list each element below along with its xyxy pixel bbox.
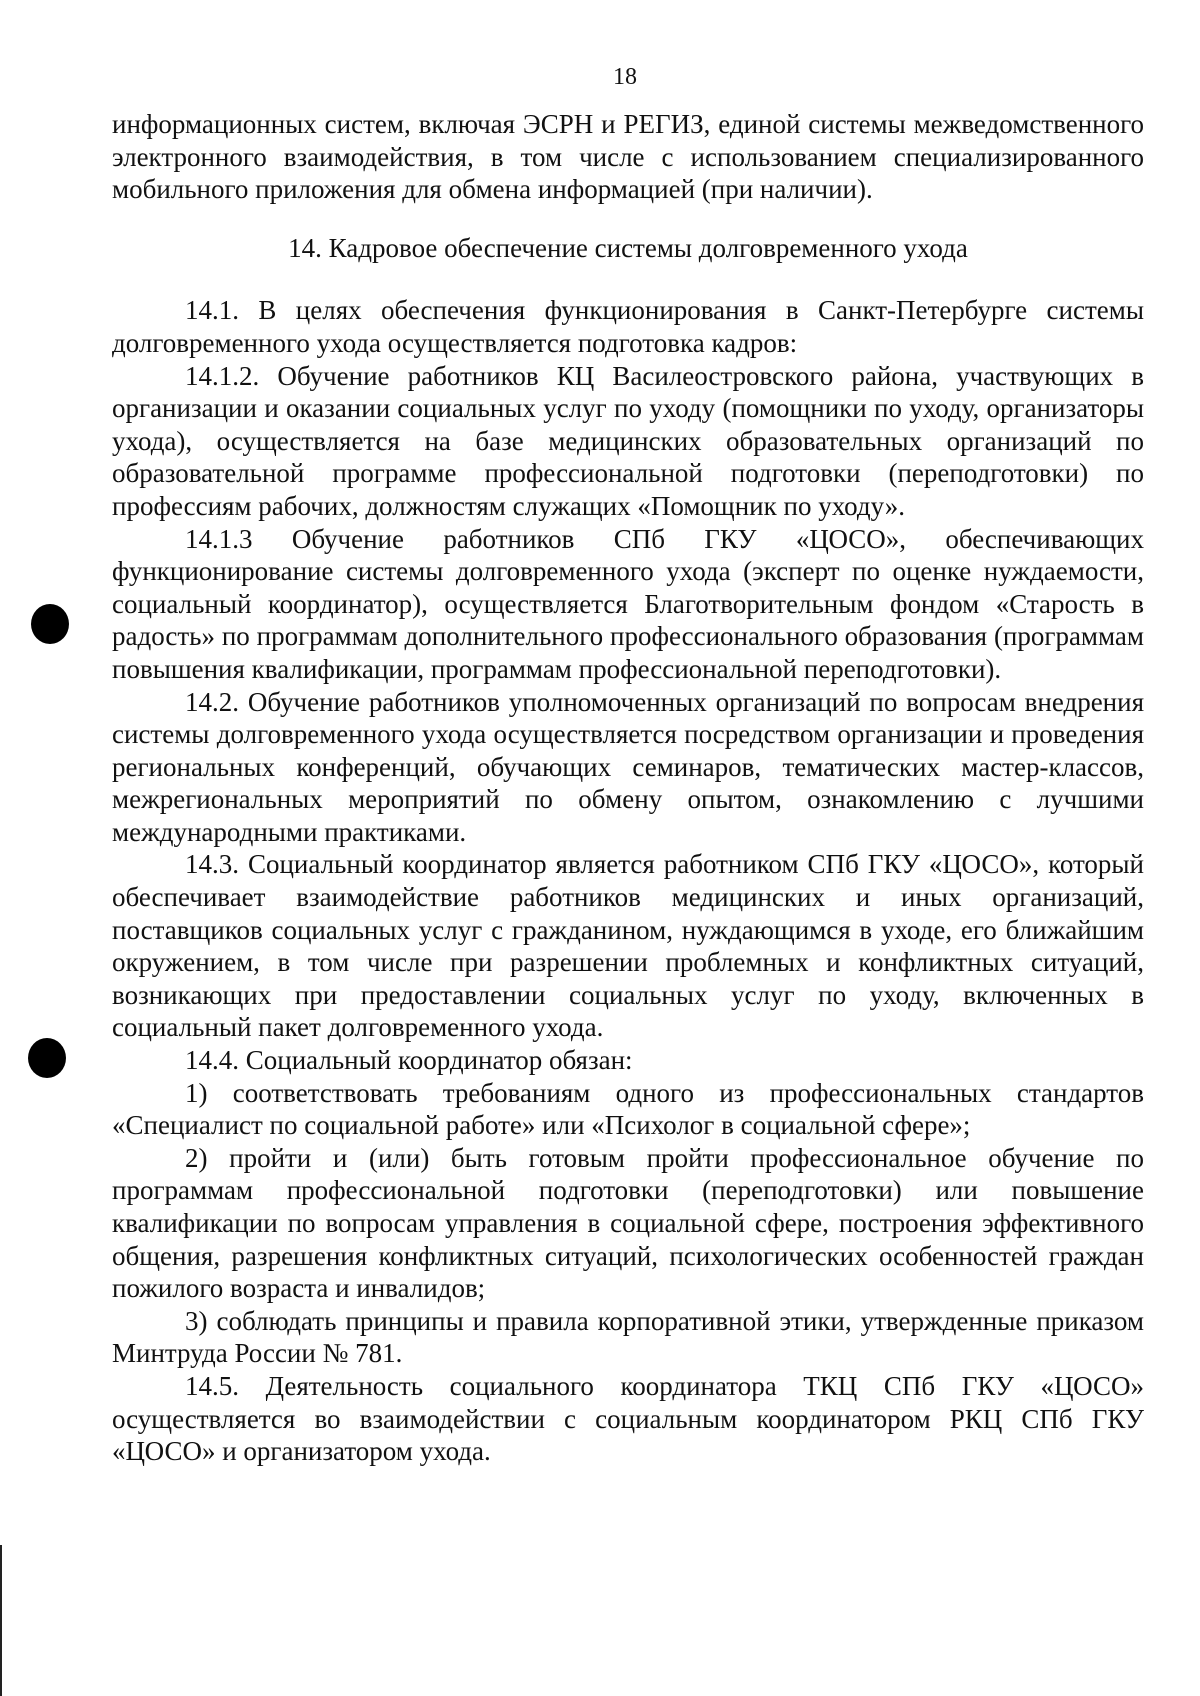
paragraph-14-3: 14.3. Социальный координатор является работником СПб ГКУ «ЦОСО», который обеспечивает взаимодействие работников медицинских и иных организаций, поставщиков социальных услуг с гражданином, нуждающимся в уходе, его ближайшим окружением, в том числе при разрешении проблемных и конфликтных ситуаций, возникающих при предоставлении социальных услуг по уходу, включенных в социальный пакет долговременного ухода.: [112, 849, 1144, 1043]
list-item-1: 1) соответствовать требованиям одного из профессиональных стандартов «Специалист по социальной работе» или «Психолог в социальной сфере»;: [112, 1077, 1144, 1141]
list-item-2: 2) пройти и (или) быть готовым пройти профессиональное обучение по программам профессиональной подготовки (переподготовки) или повышение квалификации по вопросам управления в социальной сфере, построения эффективного общения, разрешения конфликтных ситуаций, психологических особенностей граждан пожилого возраста и инвалидов;: [112, 1142, 1144, 1304]
punch-hole-mark: [28, 1038, 66, 1078]
paragraph-14-5: 14.5. Деятельность социального координатора ТКЦ СПб ГКУ «ЦОСО» осуществляется во взаимодействии с социальным координатором РКЦ СПб ГКУ «ЦОСО» и организатором ухода.: [112, 1370, 1144, 1467]
intro-paragraph: информационных систем, включая ЭСРН и РЕГИЗ, единой системы межведомственного электронного взаимодействия, в том числе с использованием специализированного мобильного приложения для обмена информацией (при наличии).: [112, 109, 1144, 205]
paragraph-14-4: 14.4. Социальный координатор обязан:: [185, 1045, 633, 1076]
punch-hole-mark: [31, 604, 69, 644]
list-item-3: 3) соблюдать принципы и правила корпоративной этики, утвержденные приказом Минтруда России № 781.: [112, 1305, 1144, 1369]
page-number: 18: [613, 64, 637, 90]
paragraph-14-1-2: 14.1.2. Обучение работников КЦ Василеостровского района, участвующих в организации и оказании социальных услуг по уходу (помощники по уходу, организаторы ухода), осуществляется на базе медицинских образовательных организаций по образовательной программе профессиональной подготовки (переподготовки) по профессиям рабочих, должностям служащих «Помощник по уходу».: [112, 360, 1144, 521]
scan-edge-line: [0, 1545, 2, 1696]
document-body: [112, 108, 1144, 1468]
paragraph-14-1-3: 14.1.3 Обучение работников СПб ГКУ «ЦОСО», обеспечивающих функционирование системы долговременного ухода (эксперт по оценке нуждаемости, социальный координатор), осуществляется Благотворительным фондом «Старость в радость» по программам дополнительного профессионального образования (программам повышения квалификации, программам профессиональной переподготовки).: [112, 523, 1144, 684]
section-heading: 14. Кадровое обеспечение системы долговременного ухода: [288, 232, 968, 263]
paragraph-14-1: 14.1. В целях обеспечения функционирования в Санкт-Петербурге системы долговременного ухода осуществляется подготовка кадров:: [112, 295, 1144, 358]
paragraph-14-2: 14.2. Обучение работников уполномоченных организаций по вопросам внедрения системы долговременного ухода осуществляется посредством организации и проведения региональных конференций, обучающих семинаров, тематических мастер-классов, межрегиональных мероприятий по обмену опытом, ознакомлению с лучшими международными практиками.: [112, 686, 1144, 847]
